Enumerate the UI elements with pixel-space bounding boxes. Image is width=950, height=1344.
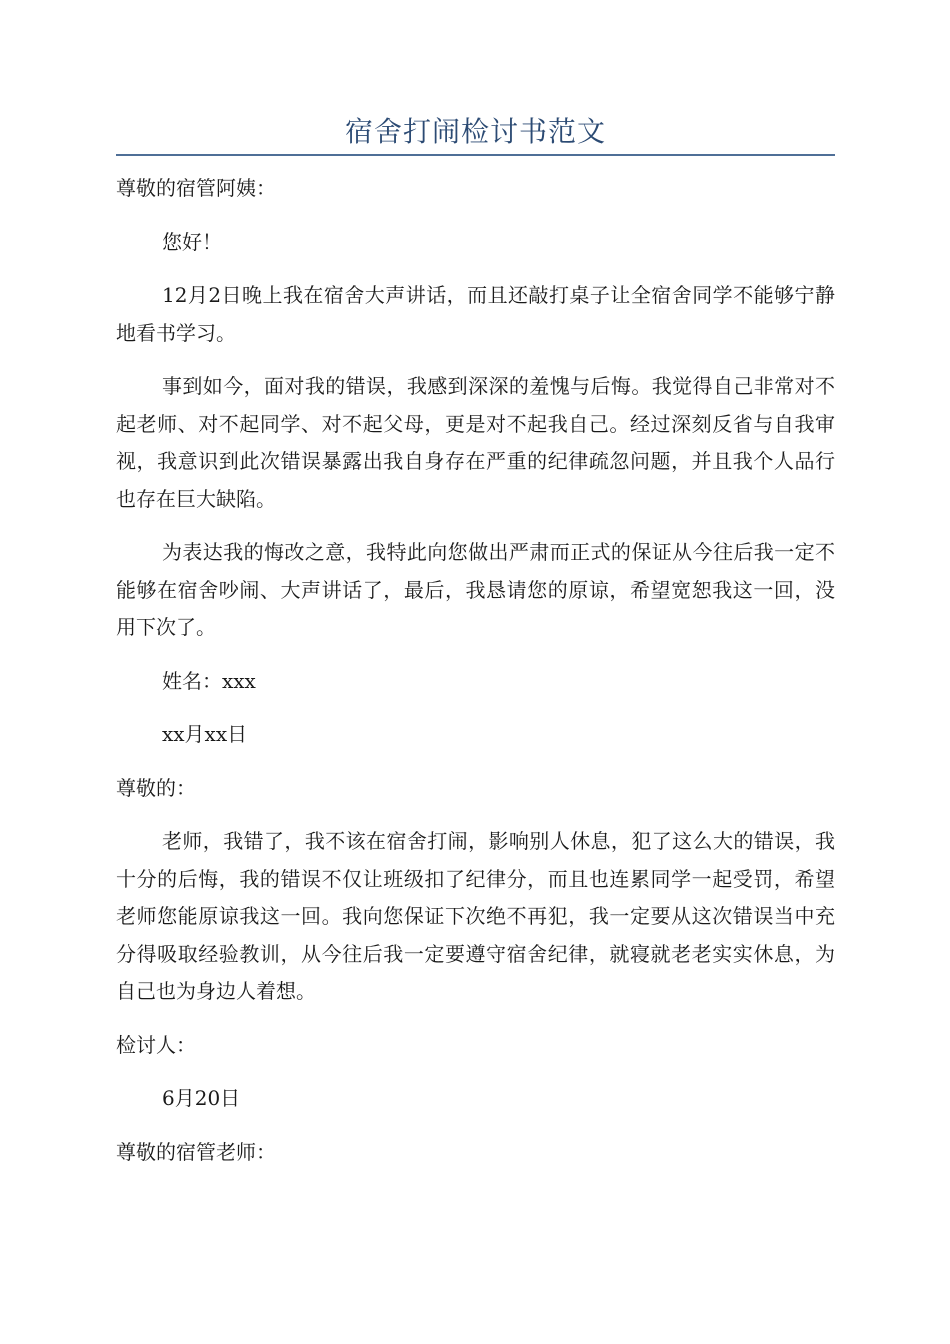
paragraph-apology-teacher: 老师，我错了，我不该在宿舍打闹，影响别人休息，犯了这么大的错误，我十分的后悔，我的错误不仅让班级扣了纪律分，而且也连累同学一起受罚，希望老师您能原谅我这一回。我向您保证下次绝不再犯，我一定要从这次错误当中充分得吸取经验教训，从今往后我一定要遵守宿舍纪律，就寝就老老实实休息，为自己也为身边人着想。 — [116, 829, 835, 1003]
title-underline — [116, 154, 835, 156]
signature-name: 姓名：xxx — [162, 668, 256, 693]
document-title: 宿舍打闹检讨书范文 — [344, 115, 606, 148]
paragraph-incident: 12月2日晚上我在宿舍大声讲话，而且还敲打桌子让全宿舍同学不能够宁静地看书学习。 — [116, 283, 835, 345]
signature-date: xx月xx日 — [162, 722, 248, 746]
greeting: 您好！ — [162, 229, 222, 254]
salutation-second: 尊敬的： — [116, 775, 196, 800]
paragraph-promise: 为表达我的悔改之意，我特此向您做出严肃而正式的保证从今往后我一定不能够在宿舍吵闹、大声讲话了，最后，我恳请您的原谅，希望宽恕我这一回，没用下次了。 — [116, 540, 835, 639]
signature-date-second: 6月20日 — [162, 1086, 241, 1110]
signature-reviewer: 检讨人： — [116, 1032, 196, 1057]
paragraph-reflection: 事到如今，面对我的错误，我感到深深的羞愧与后悔。我觉得自己非常对不起老师、对不起同学、对不起父母，更是对不起我自己。经过深刻反省与自我审视，我意识到此次错误暴露出我自身存在严重的纪律疏忽问题，并且我个人品行也存在巨大缺陷。 — [116, 374, 835, 511]
document-body — [116, 170, 835, 1187]
salutation-third: 尊敬的宿管老师： — [116, 1139, 276, 1164]
salutation-dorm-aunt: 尊敬的宿管阿姨： — [116, 176, 276, 200]
